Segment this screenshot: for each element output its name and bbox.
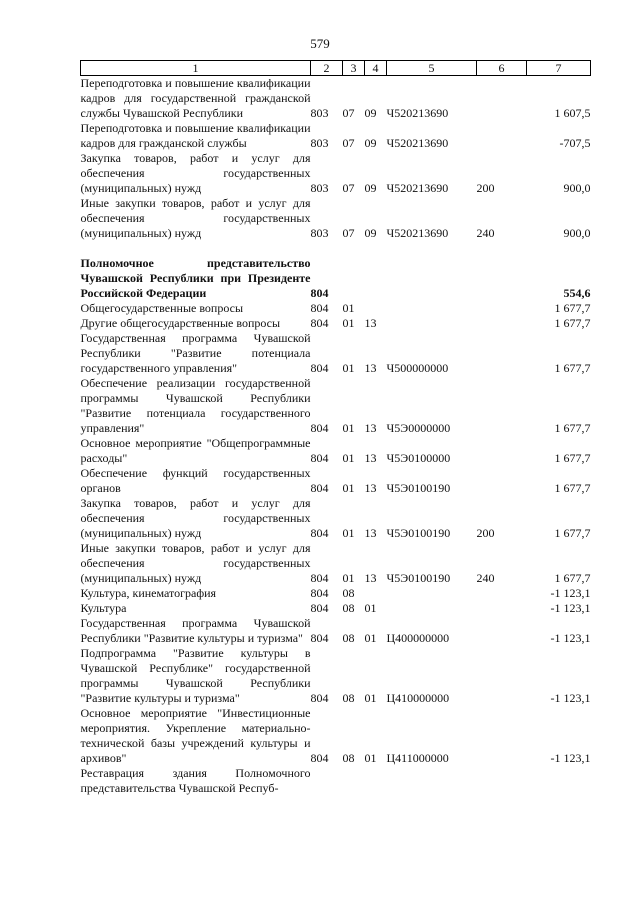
row-name: Обеспечение функций государственных органов	[80, 466, 311, 495]
table-row	[81, 256, 591, 301]
header-col-1: 1	[81, 61, 311, 76]
row-amount: 1 677,7	[554, 571, 591, 585]
row-section-code: 01	[342, 316, 355, 330]
row-ministry-code: 804	[310, 751, 329, 765]
row-name: Культура	[80, 601, 127, 615]
table-row	[81, 646, 591, 706]
row-amount: -707,5	[559, 136, 591, 150]
row-section-code: 08	[342, 631, 355, 645]
row-target-code: Ч5Э0100190	[386, 481, 451, 495]
row-target-code	[387, 316, 477, 331]
table-row	[81, 616, 591, 646]
row-section-code: 07	[342, 181, 355, 195]
row-expense-type	[477, 706, 527, 766]
row-target-code	[387, 766, 477, 796]
table-row	[81, 151, 591, 196]
row-target-code: Ч520213690	[386, 181, 449, 195]
row-ministry-code	[311, 766, 343, 796]
row-amount: -1 123,1	[550, 751, 591, 765]
row-section-code: 01	[342, 526, 355, 540]
row-section-code: 01	[342, 571, 355, 585]
row-target-code: Ц400000000	[386, 631, 450, 645]
header-col-6: 6	[477, 61, 527, 76]
row-target-code: Ч5Э0100190	[386, 526, 451, 540]
table-row	[81, 706, 591, 766]
row-target-code: Ч5Э0100000	[386, 451, 451, 465]
row-name: Иные закупки товаров, работ и услуг для обеспечения государственных (муниципальных) нужд	[80, 196, 311, 240]
row-name: Подпрограмма "Развитие культуры в Чувашской Республике" государственной программы Чувашской Республики "Развитие культуры и туризма"	[80, 646, 311, 705]
table-row	[81, 601, 591, 616]
table-row	[81, 196, 591, 241]
row-expense-type	[477, 586, 527, 601]
row-ministry-code: 804	[310, 286, 329, 300]
row-target-code: Ч500000000	[386, 361, 449, 375]
row-section-code: 07	[342, 136, 355, 150]
spacer-cell	[81, 241, 591, 256]
page-number: 579	[310, 36, 330, 51]
row-amount	[527, 766, 591, 796]
row-expense-type: 200	[476, 181, 495, 195]
row-expense-type	[477, 601, 527, 616]
table-row	[81, 121, 591, 151]
row-ministry-code: 804	[310, 301, 329, 315]
row-ministry-code: 804	[310, 691, 329, 705]
row-subsection-code: 09	[364, 136, 377, 150]
row-amount: 1 677,7	[554, 421, 591, 435]
row-subsection-code: 01	[364, 601, 377, 615]
budget-table	[80, 60, 591, 796]
row-ministry-code: 804	[310, 316, 329, 330]
row-amount: 1 677,7	[554, 481, 591, 495]
row-expense-type	[477, 121, 527, 151]
row-amount: 1 677,7	[554, 316, 591, 330]
row-amount: 1 607,5	[554, 106, 591, 120]
row-ministry-code: 804	[310, 451, 329, 465]
row-subsection-code: 13	[364, 481, 377, 495]
row-amount: 900,0	[563, 181, 591, 195]
row-target-code: Ч5Э0000000	[386, 421, 451, 435]
row-expense-type	[477, 301, 527, 316]
table-row	[81, 466, 591, 496]
row-expense-type	[477, 316, 527, 331]
row-section-code: 01	[342, 451, 355, 465]
row-section-code: 07	[342, 226, 355, 240]
row-subsection-code: 01	[364, 691, 377, 705]
row-section-code: 08	[342, 601, 355, 615]
row-amount: 1 677,7	[554, 526, 591, 540]
row-subsection-code: 13	[364, 451, 377, 465]
row-expense-type: 200	[476, 526, 495, 540]
row-target-code: Ч520213690	[386, 106, 449, 120]
row-target-code: Ч520213690	[386, 226, 449, 240]
row-subsection-code: 09	[364, 106, 377, 120]
row-ministry-code: 804	[310, 361, 329, 375]
row-ministry-code: 804	[310, 526, 329, 540]
table-row	[81, 376, 591, 436]
row-expense-type	[477, 646, 527, 706]
row-subsection-code	[365, 766, 387, 796]
row-name: Закупка товаров, работ и услуг для обеспечения государственных (муниципальных) нужд	[80, 151, 311, 195]
table-body	[81, 76, 591, 797]
row-name: Переподготовка и повышение квалификации кадров для гражданской службы	[80, 121, 311, 150]
row-name: Основное мероприятие "Общепрограммные расходы"	[80, 436, 311, 465]
row-subsection-code	[365, 256, 387, 301]
row-subsection-code: 13	[364, 571, 377, 585]
row-ministry-code: 804	[310, 571, 329, 585]
row-target-code: Ч5Э0100190	[386, 571, 451, 585]
table-row	[81, 76, 591, 122]
spacer-row	[81, 241, 591, 256]
row-section-code: 01	[342, 481, 355, 495]
row-name: Культура, кинематография	[80, 586, 217, 600]
row-amount: 1 677,7	[554, 361, 591, 375]
row-name: Основное мероприятие "Инвестиционные мероприятия. Укрепление материально-технической базы учреждений культуры и архивов"	[80, 706, 311, 765]
row-amount: 1 677,7	[554, 301, 591, 315]
row-section-code	[343, 256, 365, 301]
row-section-code	[343, 766, 365, 796]
header-col-7: 7	[527, 61, 591, 76]
table-row	[81, 331, 591, 376]
row-section-code: 01	[342, 421, 355, 435]
table-row	[81, 766, 591, 796]
row-name: Государственная программа Чувашской Республики "Развитие потенциала государственного управления"	[80, 331, 311, 375]
row-expense-type	[477, 256, 527, 301]
header-row	[81, 61, 591, 76]
row-amount: -1 123,1	[550, 586, 591, 600]
row-name: Переподготовка и повышение квалификации кадров для государственной гражданской службы Чувашской Республики	[80, 76, 311, 120]
row-subsection-code: 09	[364, 226, 377, 240]
row-expense-type	[477, 466, 527, 496]
row-ministry-code: 804	[310, 631, 329, 645]
row-amount: -1 123,1	[550, 691, 591, 705]
table-row	[81, 436, 591, 466]
row-expense-type	[477, 76, 527, 122]
header-col-3: 3	[343, 61, 365, 76]
row-amount: 900,0	[563, 226, 591, 240]
row-expense-type: 240	[476, 226, 495, 240]
row-subsection-code	[365, 586, 387, 601]
row-subsection-code: 13	[364, 526, 377, 540]
row-ministry-code: 804	[310, 421, 329, 435]
table-row	[81, 316, 591, 331]
row-section-code: 01	[342, 361, 355, 375]
table-row	[81, 586, 591, 601]
row-ministry-code: 803	[310, 226, 329, 240]
row-subsection-code: 09	[364, 181, 377, 195]
row-subsection-code: 13	[364, 316, 377, 330]
header-col-2: 2	[311, 61, 343, 76]
row-section-code: 07	[342, 106, 355, 120]
row-amount: 554,6	[563, 286, 591, 300]
table-row	[81, 541, 591, 586]
row-target-code: Ц410000000	[386, 691, 450, 705]
row-target-code: Ч520213690	[386, 136, 449, 150]
row-target-code	[387, 601, 477, 616]
row-subsection-code: 01	[364, 751, 377, 765]
row-target-code	[387, 256, 477, 301]
row-section-code: 08	[342, 691, 355, 705]
row-ministry-code: 803	[310, 136, 329, 150]
row-name: Обеспечение реализации государственной программы Чувашской Республики "Развитие потенциала государственного управления"	[80, 376, 311, 435]
row-expense-type: 240	[476, 571, 495, 585]
row-expense-type	[477, 331, 527, 376]
header-col-4: 4	[365, 61, 387, 76]
row-section-code: 08	[342, 586, 355, 600]
row-expense-type	[477, 616, 527, 646]
table-row	[81, 301, 591, 316]
row-target-code: Ц411000000	[386, 751, 449, 765]
row-name: Полномочное представительство Чувашской Республики при Президенте Российской Федерации	[80, 256, 311, 300]
row-amount: -1 123,1	[550, 601, 591, 615]
table-row	[81, 496, 591, 541]
row-expense-type	[477, 376, 527, 436]
row-name: Реставрация здания Полномочного представительства Чувашской Респуб-	[80, 766, 311, 795]
row-ministry-code: 804	[310, 481, 329, 495]
row-section-code: 08	[342, 751, 355, 765]
row-name: Общегосударственные вопросы	[80, 301, 244, 315]
row-name: Другие общегосударственные вопросы	[80, 316, 281, 330]
row-section-code: 01	[342, 301, 355, 315]
row-name: Государственная программа Чувашской Республики "Развитие культуры и туризма"	[80, 616, 311, 645]
row-subsection-code: 01	[364, 631, 377, 645]
row-ministry-code: 804	[310, 586, 329, 600]
row-amount: 1 677,7	[554, 451, 591, 465]
row-subsection-code: 13	[364, 421, 377, 435]
row-ministry-code: 803	[310, 181, 329, 195]
header-col-5: 5	[387, 61, 477, 76]
row-target-code	[387, 301, 477, 316]
row-ministry-code: 803	[310, 106, 329, 120]
row-expense-type	[477, 436, 527, 466]
row-subsection-code: 13	[364, 361, 377, 375]
row-subsection-code	[365, 301, 387, 316]
row-amount: -1 123,1	[550, 631, 591, 645]
row-target-code	[387, 586, 477, 601]
row-ministry-code: 804	[310, 601, 329, 615]
row-expense-type	[477, 766, 527, 796]
row-name: Закупка товаров, работ и услуг для обеспечения государственных (муниципальных) нужд	[80, 496, 311, 540]
row-name: Иные закупки товаров, работ и услуг для обеспечения государственных (муниципальных) нужд	[80, 541, 311, 585]
